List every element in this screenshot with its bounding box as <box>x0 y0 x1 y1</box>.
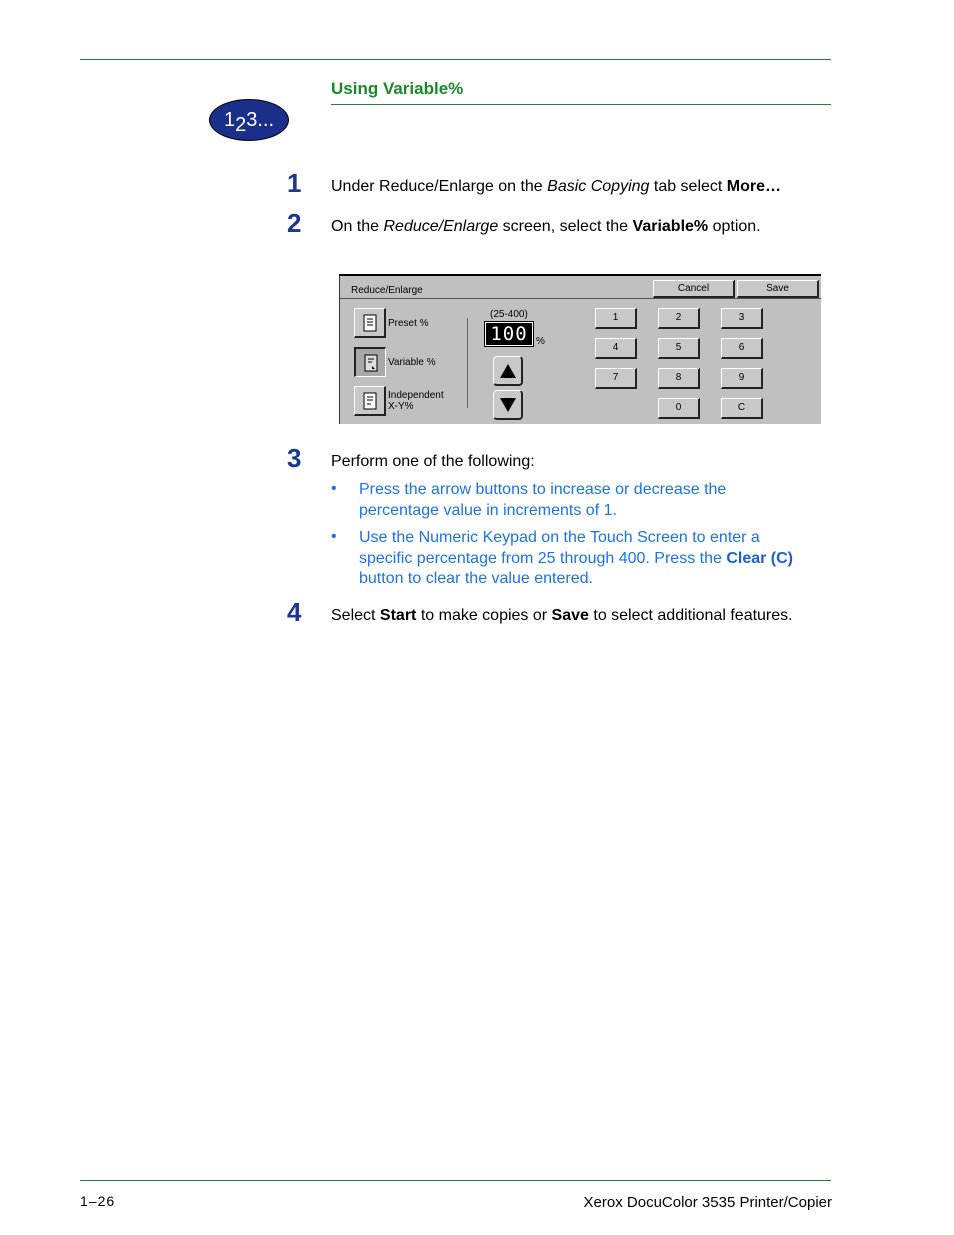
keypad-key-9[interactable]: 9 <box>721 368 763 389</box>
keypad-key-5[interactable]: 5 <box>658 338 700 359</box>
keypad-key-8[interactable]: 8 <box>658 368 700 389</box>
value-display: 100 <box>485 322 533 346</box>
document-icon <box>362 354 380 372</box>
preset-option-label: Preset % <box>388 318 429 329</box>
page-number: 1–26 <box>80 1193 116 1209</box>
preset-option-button[interactable] <box>354 308 386 338</box>
reduce-enlarge-screen <box>339 274 821 424</box>
footer-product-title: Xerox DocuColor 3535 Printer/Copier <box>583 1194 832 1211</box>
top-rule <box>80 59 831 60</box>
variable-option-label: Variable % <box>388 357 436 368</box>
keypad-key-7[interactable]: 7 <box>595 368 637 389</box>
divider <box>467 318 468 408</box>
percent-unit: % <box>536 336 545 347</box>
keypad-key-1[interactable]: 1 <box>595 308 637 329</box>
keypad-key-3[interactable]: 3 <box>721 308 763 329</box>
section-title: Using Variable% <box>331 79 464 98</box>
step-1-text: Under Reduce/Enlarge on the Basic Copying tab select More… <box>331 178 782 195</box>
step-number-1: 1 <box>287 168 302 198</box>
keypad-key-clear[interactable]: C <box>721 398 763 419</box>
range-label: (25-400) <box>490 309 528 320</box>
bullet-mark: • <box>331 480 337 497</box>
step-number-2: 2 <box>287 208 302 238</box>
cancel-button[interactable]: Cancel <box>653 280 735 298</box>
keypad-key-6[interactable]: 6 <box>721 338 763 359</box>
document-icon <box>361 392 379 410</box>
save-button[interactable]: Save <box>737 280 819 298</box>
screen-header <box>340 276 821 299</box>
step-2-text: On the Reduce/Enlarge screen, select the Variable% option. <box>331 218 761 235</box>
keypad-key-2[interactable]: 2 <box>658 308 700 329</box>
bullet-1-text: Press the arrow buttons to increase or decrease the percentage value in increments of 1. <box>359 481 727 519</box>
bullet-mark: • <box>331 528 337 545</box>
document-icon <box>361 314 379 332</box>
independent-option-button[interactable] <box>354 386 386 416</box>
keypad-key-0[interactable]: 0 <box>658 398 700 419</box>
arrow-down-icon <box>499 397 517 413</box>
step-number-4: 4 <box>287 597 302 627</box>
screen-title: Reduce/Enlarge <box>351 285 423 296</box>
arrow-up-icon <box>499 363 517 379</box>
footer-rule <box>80 1180 831 1181</box>
bullet-2-text: Use the Numeric Keypad on the Touch Screen to enter a specific percentage from 25 through 400. Press the Clear (C) button to clear the value entered. <box>359 529 794 587</box>
keypad-key-4[interactable]: 4 <box>595 338 637 359</box>
steps-badge-icon: 1 2 3... <box>209 99 289 141</box>
decrease-button[interactable] <box>493 390 523 420</box>
independent-option-label: Independent X-Y% <box>388 390 444 412</box>
step-number-3: 3 <box>287 443 302 473</box>
section-rule <box>331 104 831 105</box>
variable-option-button[interactable] <box>354 347 386 377</box>
step-4-text: Select Start to make copies or Save to select additional features. <box>331 607 793 624</box>
step-3-text: Perform one of the following: <box>331 453 535 470</box>
increase-button[interactable] <box>493 356 523 386</box>
